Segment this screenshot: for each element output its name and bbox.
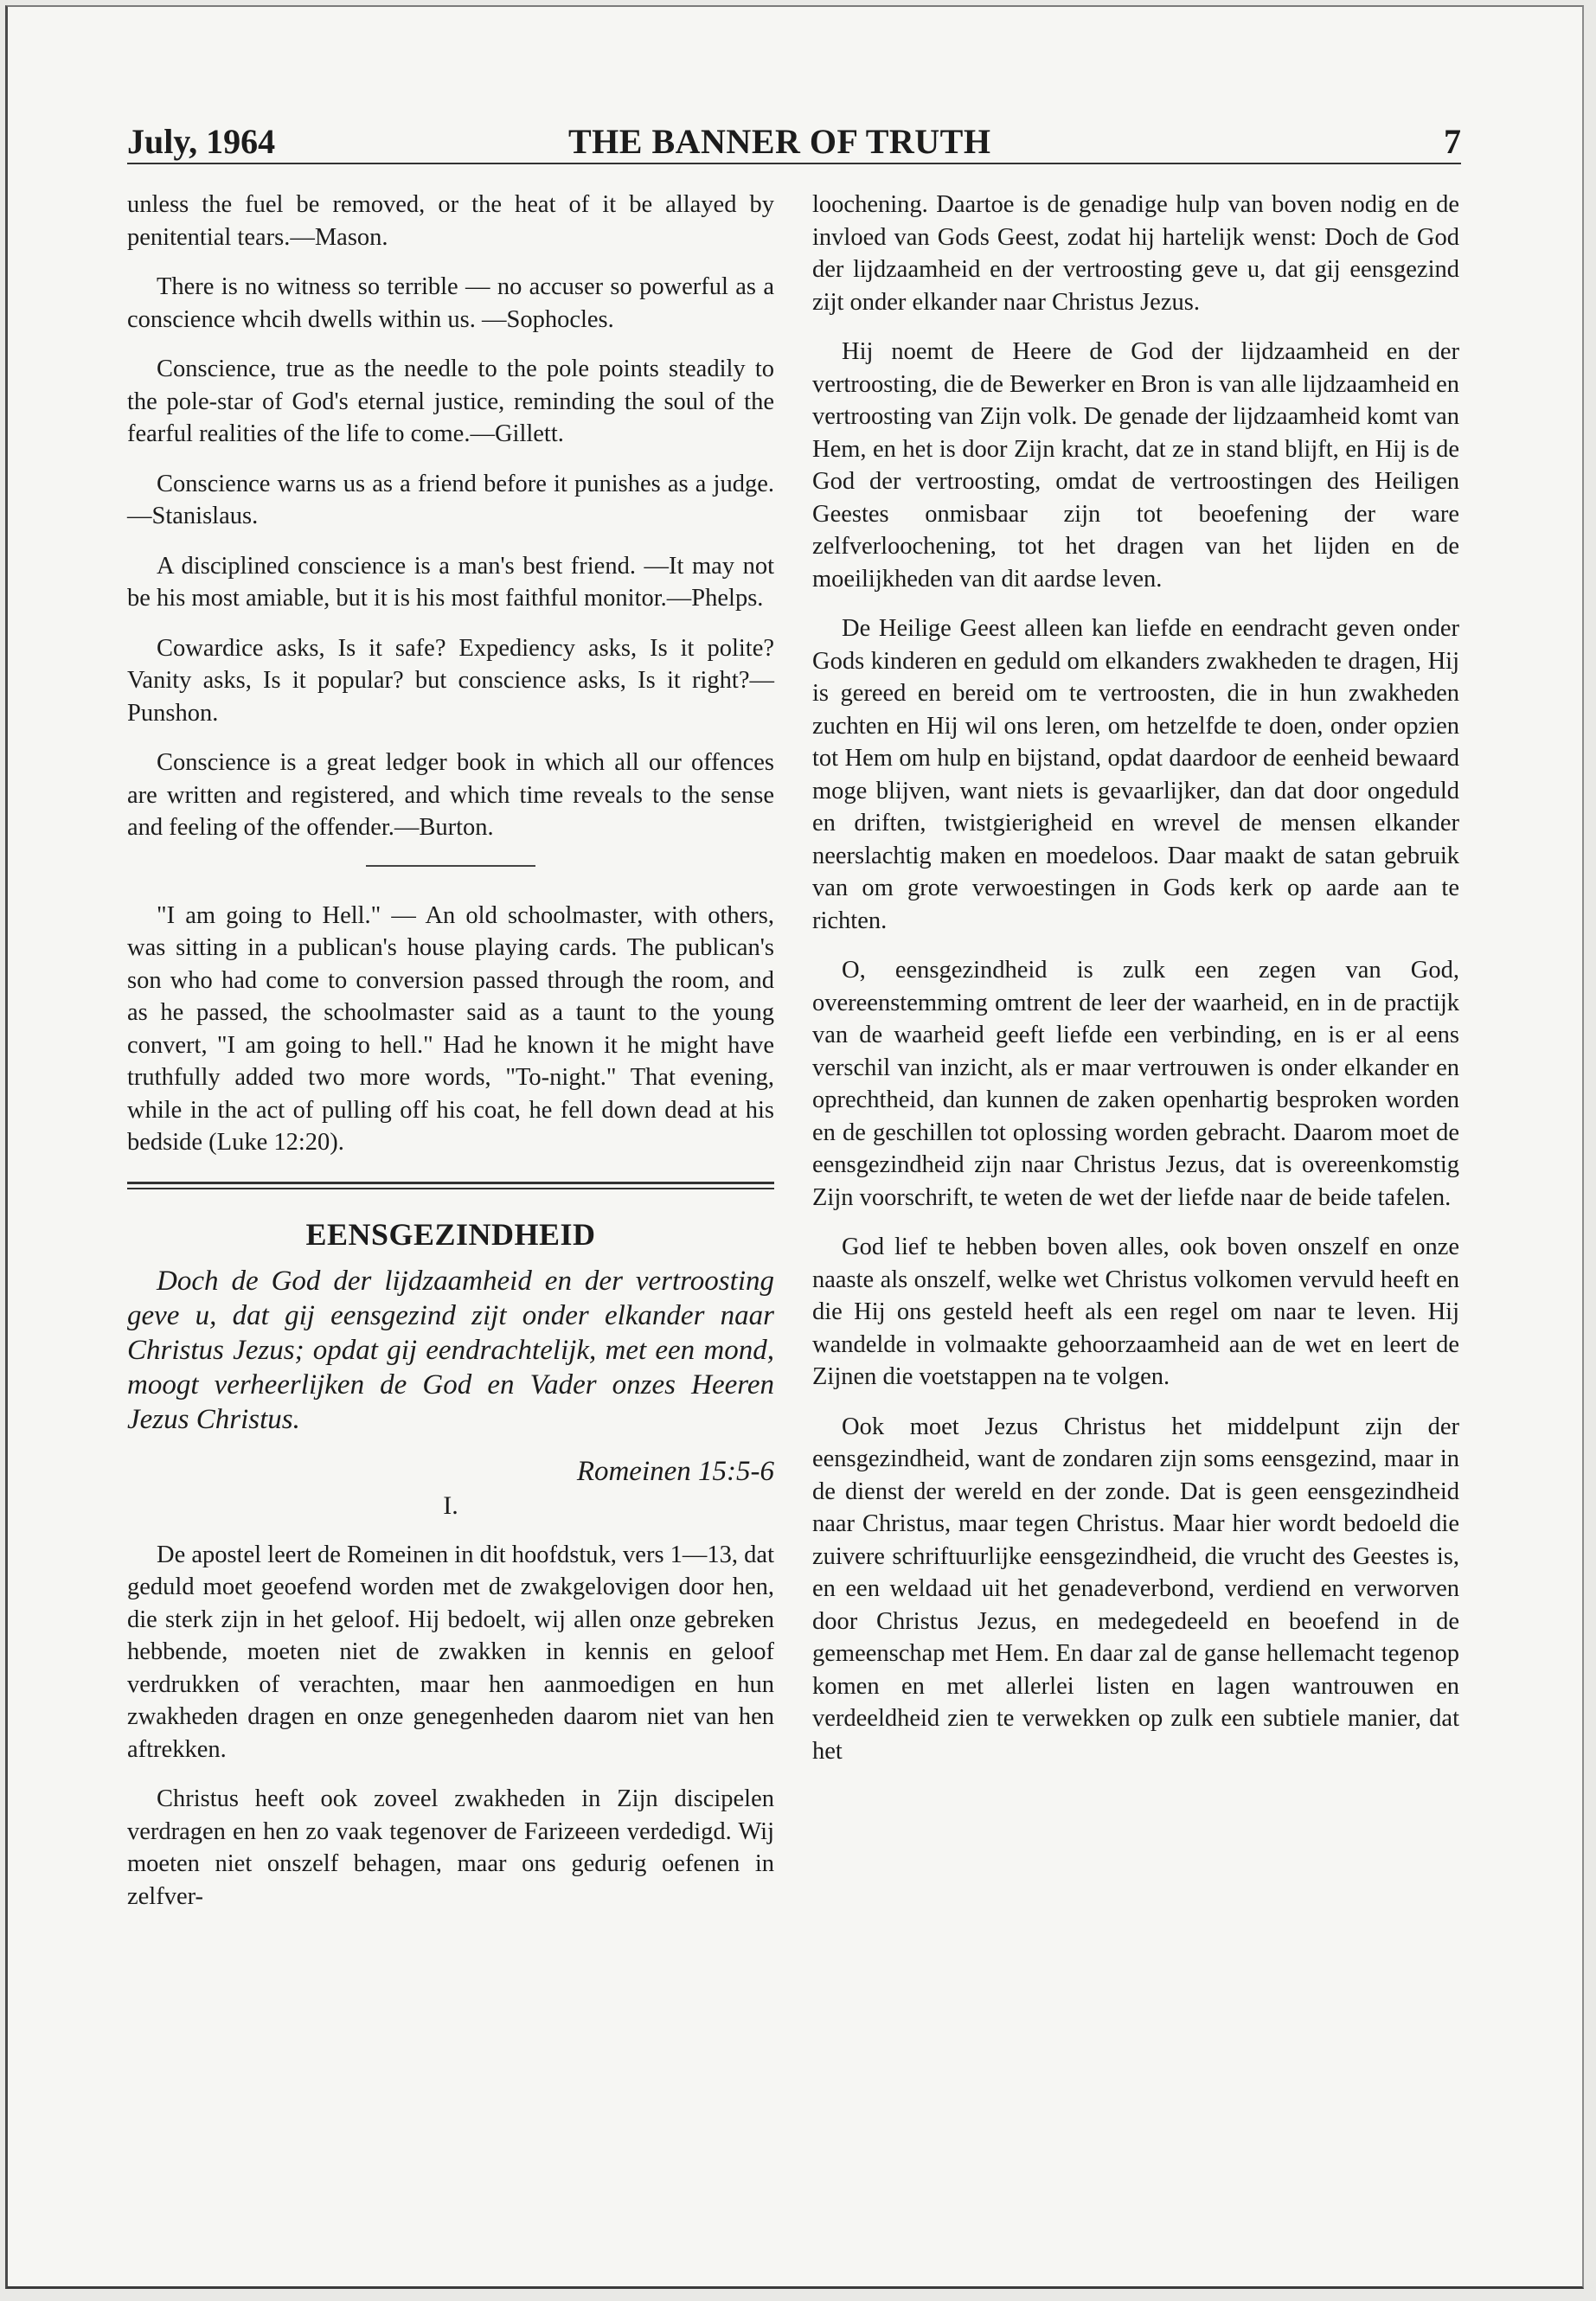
left-column xyxy=(127,189,774,1930)
paragraph: A disciplined conscience is a man's best friend. —It may not be his most amiable, but it is his most faithful monitor.—Phelps. xyxy=(127,552,774,612)
paragraph: O, eensgezindheid is zulk een zegen van God, overeenstemming omtrent de leer der waarheid, en in de practijk van de waarheid geeft liefde een verbinding, en is er al eens verschil van inzicht, als er maar vertrouwen is onder elkander en oprechtheid, dan kunnen de zaken openhartig besproken worden en de geschillen tot oplossing worden gebracht. Daarom moet de eensgezindheid zijn naar Christus Jezus, dat is overeenkomstig Zijn voorschrift, te weten de wet der liefde naar de beide tafelen. xyxy=(812,957,1459,1211)
page xyxy=(5,5,1584,2289)
paragraph: Conscience warns us as a friend before it punishes as a judge.—Stanislaus. xyxy=(127,470,774,529)
paragraph: Hij noemt de Heere de God der lijdzaamheid en der vertroosting, die de Bewerker en Bron is van alle lijdzaamheid en vertroosting van Zijn volk. De genade der lijdzaamheid komt van Hem, en het is door Zijn kracht, dat ze in stand blijft, en Hij is de God der vertroosting, omdat de vertroostingen des Heiligen Geestes onmisbaar zijn tot beoefening der ware zelfverloochening, tot het dragen van het lijden en de moeilijkheden van dit aardse leven. xyxy=(812,338,1459,593)
paragraph: unless the fuel be removed, or the heat of it be allayed by penitential tears.—Mason. xyxy=(127,191,774,251)
scripture-reference: Romeinen 15:5-6 xyxy=(576,1455,774,1487)
double-rule-divider xyxy=(127,1182,774,1189)
header-title: THE BANNER OF TRUTH xyxy=(568,122,991,161)
section-divider xyxy=(366,865,535,867)
section-title: EENSGEZINDHEID xyxy=(305,1216,596,1252)
paragraph: De Heilige Geest alleen kan liefde en eendracht geven onder Gods kinderen en geduld om elkanders zwakheden te dragen, Hij is gereed en bereid om te vertroosten, die in hun zwakheden zuchten en Hij wil ons leren, om hetzelfde te doen, onder opzien tot Hem om hulp en bijstand, opdat daardoor de eenheid bewaard moge blijven, want niets is gevaarlijker, dan dat door ongeduld en driften, twistgierigheid en wrevel de mensen elkander neerslachtig maken en moedeloos. Daar maakt de satan gebruik van om grote verwoestingen in Gods kerk op aarde aan te richten. xyxy=(812,615,1459,934)
header-date: July, 1964 xyxy=(127,122,276,161)
paragraph: "I am going to Hell." — An old schoolmaster, with others, was sitting in a publican's house playing cards. The publican's son who had come to conversion passed through the room, and as he passed, the schoolmaster said as a taunt to the young convert, "I am going to hell." Had he known it he might have truthfully added two more words, "To-night." That evening, while in the act of pulling off his coat, he fell down dead at his bedside (Luke 12:20). xyxy=(127,901,774,1156)
paragraph: Conscience is a great ledger book in which all our offences are written and registered, and which time reveals to the sense and feeling of the offender.—Burton. xyxy=(127,749,774,841)
right-column xyxy=(812,189,1459,1785)
paragraph: Conscience, true as the needle to the pole points steadily to the pole-star of God's eternal justice, reminding the soul of the fearful realities of the life to come.—Gillett. xyxy=(127,356,774,447)
section-numeral: I. xyxy=(443,1490,458,1520)
paragraph: There is no witness so terrible — no accuser so powerful as a conscience whcih dwells within us. —Sophocles. xyxy=(127,273,774,333)
paragraph: loochening. Daartoe is de genadige hulp van boven nodig en de invloed van Gods Geest, zodat hij hartelijk wenst: Doch de God der lijdzaamheid en der vertroosting geve u, dat gij eensgezind zijt onder elkander naar Christus Jezus. xyxy=(812,191,1459,316)
paragraph: Cowardice asks, Is it safe? Expediency asks, Is it polite? Vanity asks, Is it popular? but conscience asks, Is it right?—Punshon. xyxy=(127,634,774,727)
paragraph: Ook moet Jezus Christus het middelpunt zijn der eensgezindheid, want de zondaren zijn soms eensgezind, maar in de dienst der wereld en der zonde. Dat is geen eensgezindheid naar Christus, maar tegen Christus. Maar hier wordt bedoeld die zuivere schriftuurlijke eensgezindheid, die vrucht des Geestes is, en een weldaad uit het genadeverbond, verdiend en verworven door Christus Jezus, en medegedeeld en beoefend in de gemeenschap met Hem. En daar zal de ganse hellemacht tegenop komen en met allerlei listen en lagen wantrouwen en verdeeldheid zien te verwekken op zulk een subtiele manier, dat het xyxy=(812,1413,1459,1765)
paragraph: God lief te hebben boven alles, ook boven onszelf en onze naaste als onszelf, welke wet Christus volkomen vervuld heeft en die Hij ons gesteld heeft als een regel om naar te leven. Hij wandelde in volmaakte gehoorzaamheid aan de wet en leert de Zijnen die voetstappen na te volgen. xyxy=(812,1234,1459,1390)
epigraph: Doch de God der lijdzaamheid en der vertroosting geve u, dat gij eensgezind zijt onder elkander naar Christus Jezus; opdat gij eendrachtelijk, met een mond, moogt verheerlijken de God en Vader onzes Heeren Jezus Christus. xyxy=(127,1265,774,1435)
header-rule xyxy=(127,163,1461,164)
paragraph: De apostel leert de Romeinen in dit hoofdstuk, vers 1—13, dat geduld moet geoefend worden met de zwakgelovigen door hen, die sterk zijn in het geloof. Hij bedoelt, wij allen onze gebreken hebbende, moeten niet de zwakken in kennis en geloof verdrukken of verachten, maar hen aanmoedigen en hun zwakheden dragen en onze genegenheden daarom niet van hen aftrekken. xyxy=(127,1541,774,1763)
paragraph: Christus heeft ook zoveel zwakheden in Zijn discipelen verdragen en hen zo vaak tegenover de Farizeeen verdedigd. Wij moeten niet onszelf behagen, maar ons gedurig oefenen in zelfver- xyxy=(127,1785,774,1910)
header-page-number: 7 xyxy=(1444,122,1461,161)
running-header xyxy=(127,118,1461,166)
